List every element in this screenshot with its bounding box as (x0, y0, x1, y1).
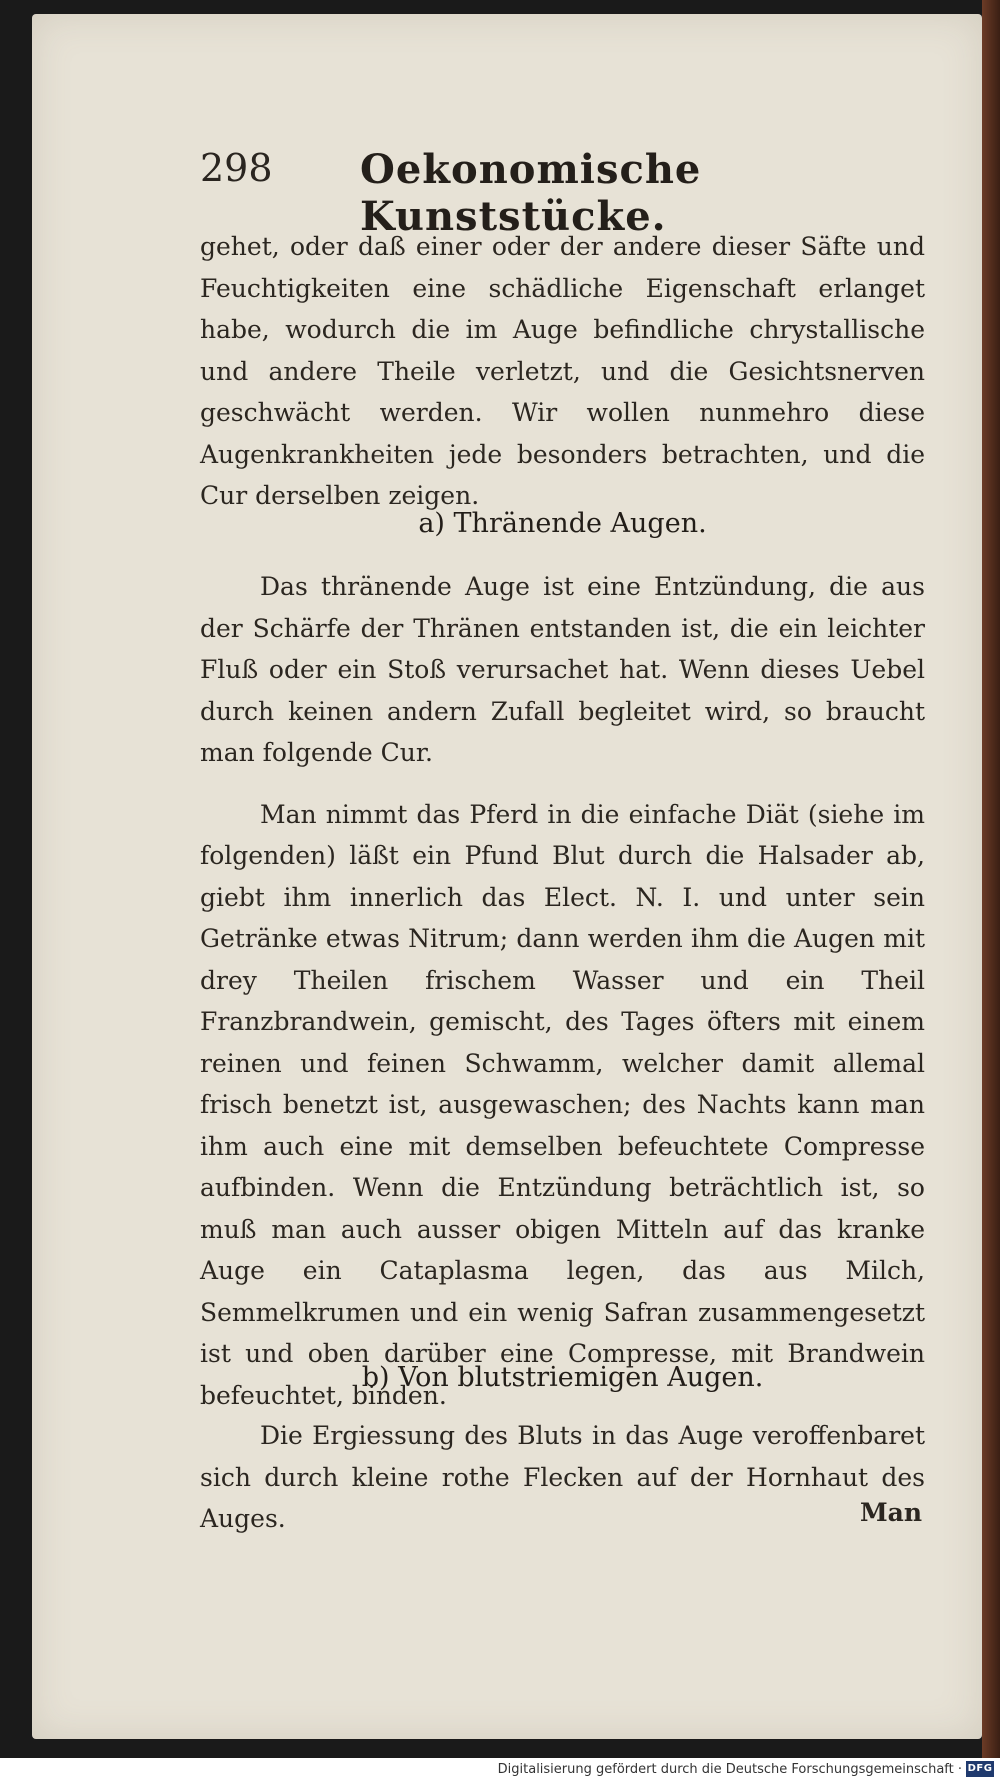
section-b-block (200, 1415, 925, 1540)
section-a-block (200, 566, 925, 1416)
running-head (200, 146, 960, 240)
footer-credit: Digitalisierung gefördert durch die Deutsche Forschungsgemeinschaft · (497, 1762, 962, 1777)
intro-paragraph-block (200, 226, 925, 517)
section-b-paragraph-1: Die Ergiessung des Bluts in das Auge veroffenbaret sich durch kleine rothe Flecken auf der Hornhaut des Auges. (200, 1421, 925, 1533)
dfg-logo-icon: DFG (966, 1761, 994, 1777)
section-a-paragraph-1: Das thränende Auge ist eine Entzündung, die aus der Schärfe der Thränen entstanden ist, die ein leichter Fluß oder ein Stoß verursachet hat. Wenn dieses Uebel durch keinen andern Zufall begleitet wird, so braucht man folgende Cur. (200, 572, 925, 767)
section-a-heading: a) Thränende Augen. (418, 508, 707, 539)
section-a-paragraph-2: Man nimmt das Pferd in die einfache Diät (siehe im folgenden) läßt ein Pfund Blut durch die Halsader ab, giebt ihm innerlich das Elect. N. I. und unter sein Getränke etwas Nitrum; dann werden ihm die Augen mit drey Theilen frischem Wasser und ein Theil Franzbrandwein, gemischt, des Tages öfters mit einem reinen und feinen Schwamm, welcher damit allemal frisch benetzt ist, ausgewaschen; des Nachts kann man ihm auch eine mit demselben befeuchtete Compresse aufbinden. Wenn die Entzündung beträchtlich ist, so muß man auch ausser obigen Mitteln auf das kranke Auge ein Cataplasma legen, das aus Milch, Semmelkrumen und ein wenig Safran zusammengesetzt ist und oben darüber eine Compresse, mit Brandwein befeuchtet, binden. (200, 799, 925, 1410)
catchword: Man (860, 1498, 923, 1527)
page-number: 298 (200, 146, 273, 190)
intro-paragraph: gehet, oder daß einer oder der andere dieser Säfte und Feuchtigkeiten eine schädliche Eigenschaft erlanget habe, wodurch die im Auge befindliche chrystallische und andere Theile verletzt, und die Gesichtsnerven geschwächt werden. Wir wollen nunmehro diese Augenkrankheiten jede besonders betrachten, und die Cur derselben zeigen. (200, 232, 925, 510)
running-title: Oekonomische Kunststücke. (360, 146, 702, 240)
section-b-heading: b) Von blutstriemigen Augen. (361, 1362, 764, 1393)
book-edge (982, 0, 1000, 1758)
